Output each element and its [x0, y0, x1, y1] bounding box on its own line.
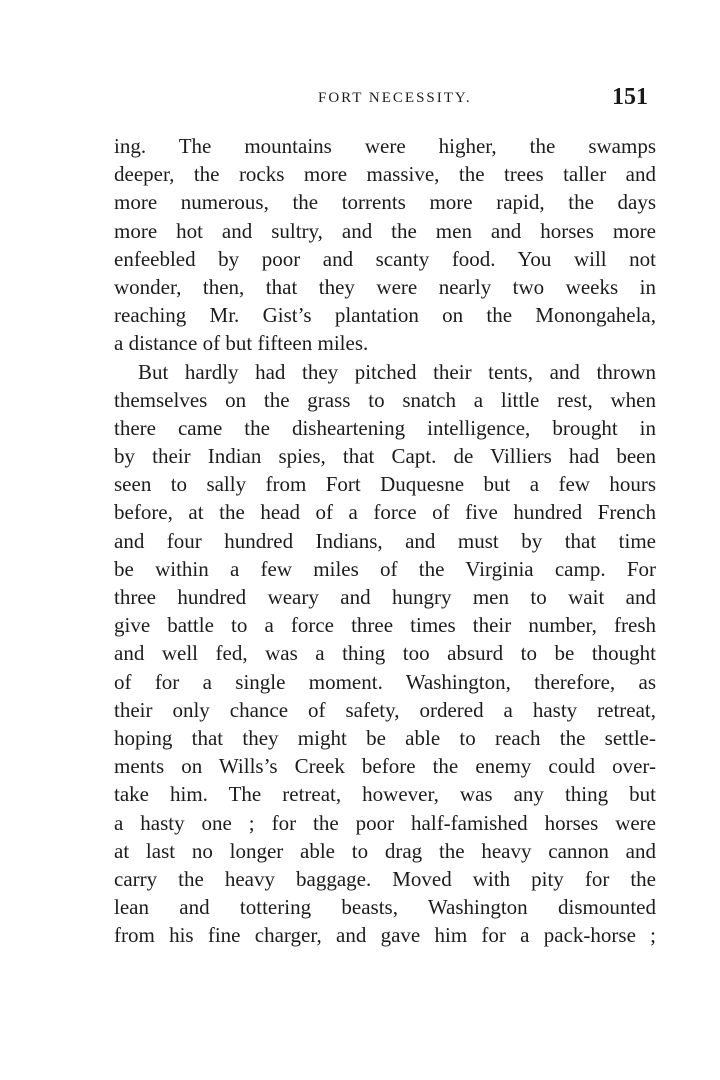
text-line: enfeebled by poor and scanty food. You will not [114, 246, 656, 271]
text-line: wonder, then, that they were nearly two weeks in [114, 274, 656, 299]
text-line: and four hundred Indians, and must by that time [114, 528, 656, 553]
text-line: ments on Wills’s Creek before the enemy could over- [114, 754, 656, 779]
body-text [114, 132, 656, 949]
text-line: themselves on the grass to snatch a little rest, when [114, 387, 656, 412]
text-line: a distance of but fifteen miles. [114, 331, 369, 356]
text-line: more numerous, the torrents more rapid, the days [114, 190, 656, 215]
text-line: be within a few miles of the Virginia camp. For [114, 556, 656, 581]
text-line: seen to sally from Fort Duquesne but a few hours [114, 472, 656, 497]
paragraph-2 [114, 358, 656, 950]
paragraph-1 [114, 132, 656, 358]
text-line: by their Indian spies, that Capt. de Villiers had been [114, 444, 656, 469]
text-line: before, at the head of a force of five hundred French [114, 500, 656, 525]
text-line: deeper, the rocks more massive, the trees taller and [114, 162, 656, 187]
text-line: three hundred weary and hungry men to wait and [114, 585, 656, 609]
running-head [0, 86, 720, 116]
text-line: carry the heavy baggage. Moved with pity for the [114, 866, 656, 891]
text-line: a hasty one ; for the poor half-famished horses were [114, 810, 656, 835]
text-line: ing. The mountains were higher, the swamps [114, 134, 656, 158]
text-line: lean and tottering beasts, Washington dismounted [114, 895, 656, 920]
text-line: give battle to a force three times their number, fresh [114, 613, 656, 638]
running-title: FORT NECESSITY. [318, 90, 472, 106]
text-line: more hot and sultry, and the men and horses more [114, 218, 656, 243]
text-line: at last no longer able to drag the heavy cannon and [114, 838, 656, 863]
text-line: hoping that they might be able to reach the settle- [114, 725, 656, 750]
text-line: from his fine charger, and gave him for a pack-horse ; [114, 923, 656, 948]
text-line: take him. The retreat, however, was any thing but [114, 782, 656, 807]
text-line: of for a single moment. Washington, therefore, as [114, 669, 656, 694]
text-line: their only chance of safety, ordered a hasty retreat, [114, 697, 656, 722]
page-number: 151 [612, 84, 648, 110]
text-line: and well fed, was a thing too absurd to be thought [114, 641, 656, 666]
text-line: reaching Mr. Gist’s plantation on the Monongahela, [114, 303, 656, 328]
text-line: there came the disheartening intelligence, brought in [114, 415, 656, 440]
text-line: But hardly had they pitched their tents, and thrown [138, 359, 656, 384]
